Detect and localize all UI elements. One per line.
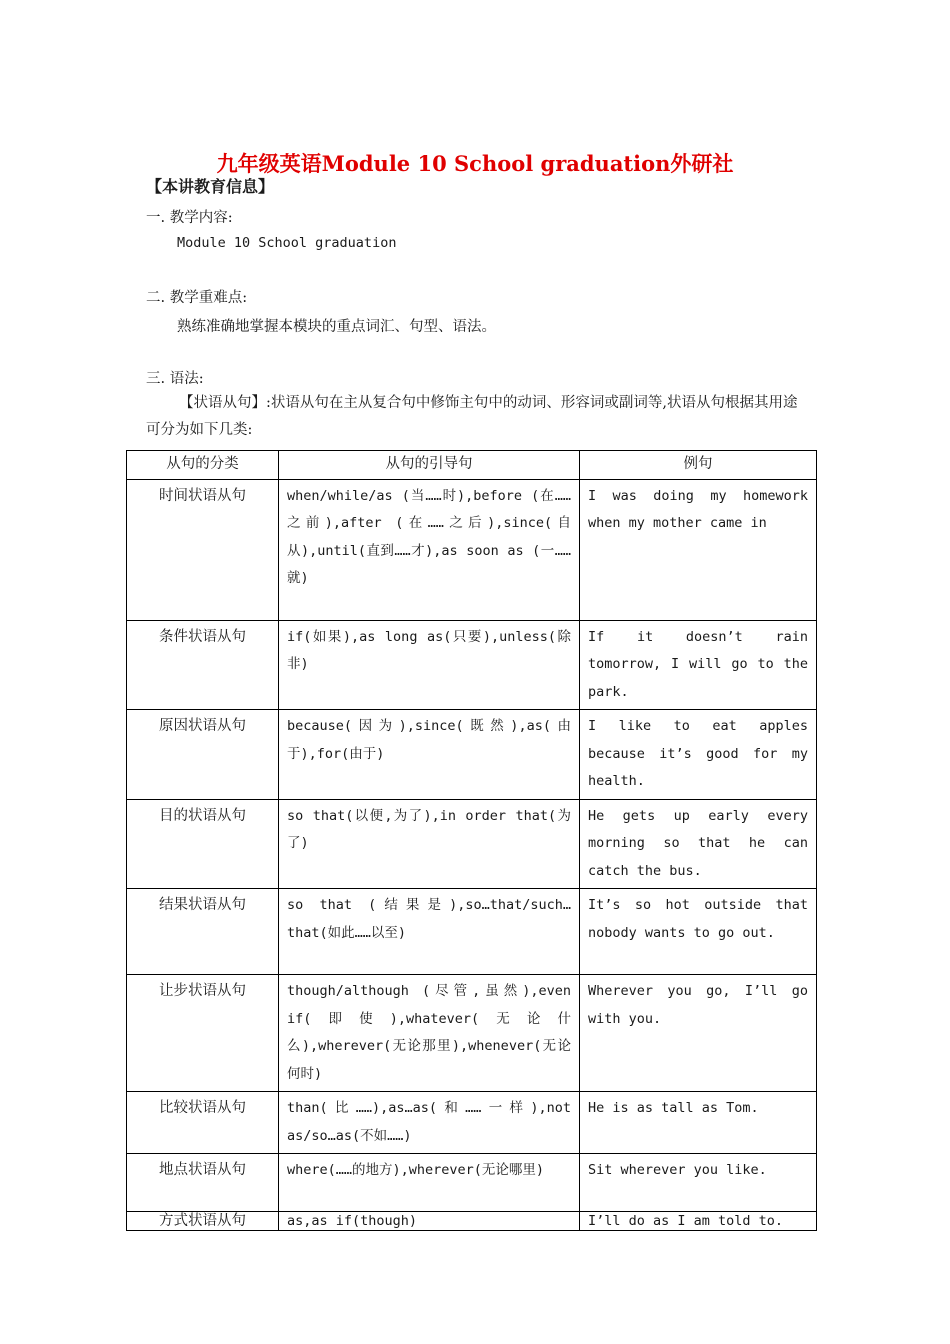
row-category: 时间状语从句	[127, 479, 279, 620]
row-example: It’s so hot outside that nobody wants to go out.	[580, 889, 817, 975]
row-example: Sit wherever you like.	[580, 1154, 817, 1212]
row-example: I was doing my homework when my mother came in	[580, 479, 817, 620]
row-example: I’ll do as I am told to.	[580, 1212, 817, 1231]
item2-content: 熟练准确地掌握本模块的重点词汇、句型、语法。	[177, 319, 496, 335]
header-category: 从句的分类	[127, 451, 279, 480]
table-row	[127, 889, 817, 975]
table-row	[127, 1212, 817, 1231]
row-category: 方式状语从句	[127, 1212, 279, 1231]
header-example: 例句	[580, 451, 817, 480]
table-row	[127, 975, 817, 1092]
section-heading: 【本讲教育信息】	[146, 177, 275, 196]
row-example: Wherever you go, I’ll go with you.	[580, 975, 817, 1092]
table-row	[127, 620, 817, 710]
item1-heading: 一. 教学内容:	[146, 210, 233, 226]
row-example: He gets up early every morning so that he can catch the bus.	[580, 799, 817, 889]
row-example: He is as tall as Tom.	[580, 1092, 817, 1154]
table-row	[127, 479, 817, 620]
row-example: I like to eat apples because it’s good for my health.	[580, 710, 817, 800]
header-intro: 从句的引导句	[279, 451, 580, 480]
row-intro: than(比……),as…as(和……一样),not as/so…as(不如……)	[279, 1092, 580, 1154]
table-row	[127, 1154, 817, 1212]
row-intro: because(因为),since(既然),as(由于),for(由于)	[279, 710, 580, 800]
item1-content: Module 10 School graduation	[177, 235, 397, 251]
row-intro: where(……的地方),wherever(无论哪里)	[279, 1154, 580, 1212]
row-example: If it doesn’t rain tomorrow, I will go to the park.	[580, 620, 817, 710]
row-intro: as,as if(though)	[279, 1212, 580, 1231]
table-header-row	[127, 451, 817, 480]
row-category: 原因状语从句	[127, 710, 279, 800]
row-intro: so that (结果是),so…that/such…that(如此……以至)	[279, 889, 580, 975]
table-row	[127, 799, 817, 889]
row-category: 结果状语从句	[127, 889, 279, 975]
row-category: 目的状语从句	[127, 799, 279, 889]
table-row	[127, 1092, 817, 1154]
document-title: 九年级英语Module 10 School graduation外研社	[216, 151, 734, 176]
item3-heading: 三. 语法:	[146, 371, 204, 387]
row-intro: so that(以便,为了),in order that(为了)	[279, 799, 580, 889]
row-category: 地点状语从句	[127, 1154, 279, 1212]
row-category: 让步状语从句	[127, 975, 279, 1092]
row-category: 比较状语从句	[127, 1092, 279, 1154]
grammar-intro-text: :状语从句在主从复合句中修饰主句中的动词、形容词或副词等,状语从句根据其用途可分为如下几类:	[146, 395, 798, 438]
adverbial-clause-table	[126, 450, 817, 1231]
row-category: 条件状语从句	[127, 620, 279, 710]
table-row	[127, 710, 817, 800]
grammar-intro-paragraph	[146, 390, 811, 444]
grammar-intro-label: 【状语从句】	[179, 395, 266, 411]
row-intro: if(如果),as long as(只要),unless(除非)	[279, 620, 580, 710]
row-intro: though/although (尽管,虽然),even if(即使),whatever(无论什么),wherever(无论那里),whenever(无论何时)	[279, 975, 580, 1092]
item2-heading: 二. 教学重难点:	[146, 290, 248, 306]
row-intro: when/while/as (当……时),before (在……之前),after (在……之后),since(自从),until(直到……才),as soon as (一……就)	[279, 479, 580, 620]
